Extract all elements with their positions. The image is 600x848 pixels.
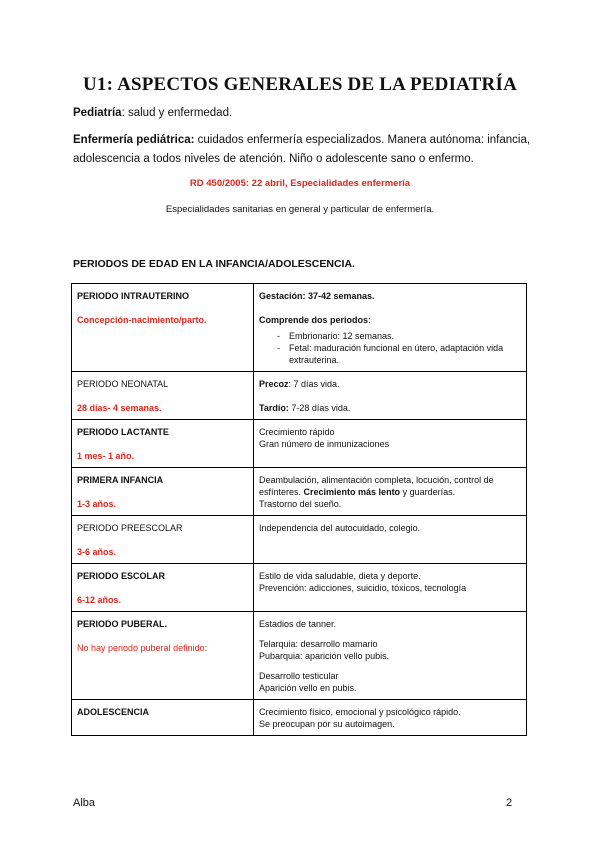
description-line: Estadios de tanner. [259, 619, 337, 629]
description-cell [254, 420, 527, 468]
tardio-label: Tardío: [259, 403, 289, 413]
period-name: PERIODO PUBERAL. [77, 619, 168, 629]
description-line: Independencia del autocuidado, colegio. [259, 523, 421, 533]
period-name: ADOLESCENCIA [77, 707, 150, 717]
table-row [72, 372, 527, 420]
pediatria-text: : salud y enfermedad. [121, 107, 233, 119]
description-text: y guarderías. [400, 487, 456, 497]
list-item: - Embrionario: 12 semanas. [289, 330, 521, 342]
rd-reference: RD 450/2005: 22 abril, Especialidades enfermería [189, 178, 411, 189]
period-name: PERIODO ESCOLAR [77, 571, 166, 581]
periods-list [259, 330, 521, 366]
period-range: Concepción-nacimiento/parto. [77, 315, 207, 325]
description-line: Pubarquia: aparición vello pubis. [259, 651, 390, 661]
description-cell [254, 468, 527, 516]
period-cell [72, 372, 254, 420]
precoz-label: Precoz [259, 379, 289, 389]
tardio-text: 7-28 días vida. [288, 403, 351, 413]
table-row [72, 516, 527, 564]
table-row [72, 564, 527, 612]
table-row [72, 700, 527, 736]
period-cell [72, 516, 254, 564]
description-line: Trastorno del sueño. [259, 499, 342, 509]
footer-author: Alba [73, 797, 96, 809]
description-line: Se preocupan por su autoimagen. [259, 719, 395, 729]
description-text: Deambulación, alimentación completa, locución, control de esfínteres. [259, 475, 494, 497]
description-line: Crecimiento rápido [259, 427, 335, 437]
description-cell [254, 700, 527, 736]
description-line: Crecimiento físico, emocional y psicológico rápido. [259, 707, 461, 717]
period-range: No hay periodo puberal definido: [77, 643, 208, 653]
period-cell [72, 700, 254, 736]
page-number: 2 [506, 797, 513, 809]
precoz-text: : 7 días vida. [288, 379, 340, 389]
especialidades-text: Especialidades sanitarias en general y particular de enfermería. [165, 204, 435, 215]
description-cell [254, 564, 527, 612]
period-name: PERIODO LACTANTE [77, 427, 169, 437]
description-line: Desarrollo testicular [259, 671, 339, 681]
description-line: Estilo de vida saludable, dieta y deporte. [259, 571, 421, 581]
description-line: Aparición vello en pubis. [259, 683, 357, 693]
pediatria-definition [73, 107, 533, 119]
period-range: 28 días- 4 semanas. [77, 403, 162, 413]
period-name: PERIODO NEONATAL [77, 379, 169, 389]
period-cell [72, 468, 254, 516]
enfermeria-text: cuidados enfermería especializados. Manera autónoma: infancia, adolescencia a todos niveles de atención. Niño o adolescente sano o enfermo. [73, 134, 531, 165]
table-row [72, 420, 527, 468]
period-cell [72, 420, 254, 468]
period-name: PERIODO INTRAUTERINO [77, 291, 190, 301]
description-bold: Crecimiento más lento [303, 487, 401, 497]
tardio-line [259, 402, 521, 414]
description-cell [254, 516, 527, 564]
pediatria-label: Pediatría [73, 107, 122, 119]
period-cell [72, 284, 254, 372]
gestacion-text: Gestación: 37-42 semanas. [259, 291, 375, 301]
periods-table [71, 283, 527, 736]
section-title: PERIODOS DE EDAD EN LA INFANCIA/ADOLESCENCIA. [73, 258, 355, 270]
description-line: Gran número de inmunizaciones [259, 439, 390, 449]
description-cell [254, 612, 527, 700]
description-line [259, 474, 521, 498]
period-name: PRIMERA INFANCIA [77, 475, 164, 485]
comprende-text: Comprende dos periodos: [259, 315, 372, 325]
enfermeria-label: Enfermería pediátrica: [73, 134, 195, 146]
period-cell [72, 564, 254, 612]
description-line: Prevención: adicciones, suicidio, tóxicos, tecnología [259, 583, 467, 593]
precoz-line [259, 378, 521, 390]
period-name: PERIODO PREESCOLAR [77, 523, 183, 533]
period-range: 1-3 años. [77, 499, 117, 509]
page-title: U1: ASPECTOS GENERALES DE LA PEDIATRÍA [83, 74, 517, 95]
period-range: 3-6 años. [77, 547, 117, 557]
description-line: Telarquia: desarrollo mamario [259, 639, 378, 649]
period-range: 6-12 años. [77, 595, 122, 605]
enfermeria-definition [73, 131, 533, 169]
table-row [72, 612, 527, 700]
table-row [72, 284, 527, 372]
description-cell [254, 284, 527, 372]
period-cell [72, 612, 254, 700]
description-cell [254, 372, 527, 420]
list-item: - Fetal: maduración funcional en útero, adaptación vida extrauterina. [289, 342, 521, 366]
table-row [72, 468, 527, 516]
period-range: 1 mes- 1 año. [77, 451, 135, 461]
